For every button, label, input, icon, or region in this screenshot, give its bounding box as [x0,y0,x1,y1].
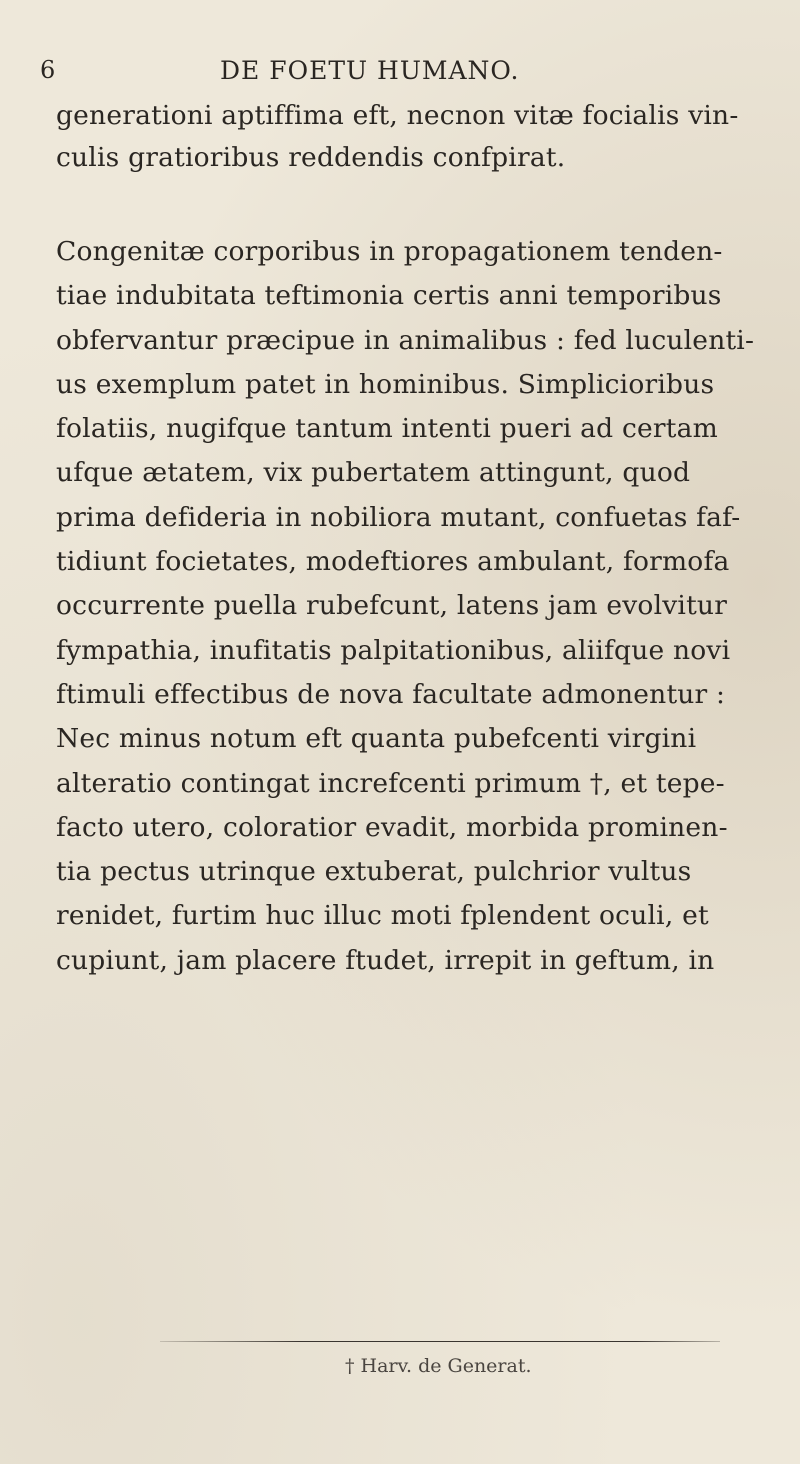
text-line: ftimuli effectibus de nova facultate admonentur : [56,678,726,710]
text-line: renidet, furtim huc illuc moti fplendent oculi, et [56,900,709,932]
text-line: cupiunt, jam placere ftudet, irrepit in geftum, in [56,944,715,976]
footnote-rule [160,1341,720,1342]
text-line: Congenitæ corporibus in propagationem tenden- [56,236,723,267]
text-line: alteratio contingat increfcenti primum †, et tepe- [56,767,725,799]
text-line: us exemplum patet in hominibus. Simplicioribus [56,368,715,400]
text-line: ufque ætatem, vix pubertatem attingunt, quod [56,457,691,489]
text-line: prima defideria in nobiliora mutant, confuetas faf- [56,501,741,533]
text-line: tia pectus utrinque extuberat, pulchrior vultus [56,856,692,888]
text-line: Nec minus notum eft quanta pubefcenti virgini [56,723,697,755]
text-line: tidiunt focietates, modeftiores ambulant, formofa [56,546,730,578]
paragraph-2 [56,230,756,983]
paragraph-1 [56,95,756,178]
text-line: facto utero, coloratior evadit, morbida prominen- [56,811,728,843]
text-line: fympathia, inufitatis palpitationibus, aliifque novi [56,634,731,666]
running-title: DE FOETU HUMANO. [220,56,520,85]
text-line: folatiis, nugifque tantum intenti pueri ad certam [56,413,718,445]
footnote: † Harv. de Generat. [345,1355,532,1377]
text-line: generationi aptiffima eft, necnon vitæ focialis vin- [56,100,739,131]
text-line: obfervantur præcipue in animalibus : fed luculenti- [56,324,755,356]
text-line: occurrente puella rubefcunt, latens jam evolvitur [56,590,728,622]
text-line: culis gratioribus reddendis confpirat. [56,141,566,173]
page-number: 6 [40,56,56,84]
running-head [40,52,760,92]
text-line: tiae indubitata teftimonia certis anni temporibus [56,280,722,312]
